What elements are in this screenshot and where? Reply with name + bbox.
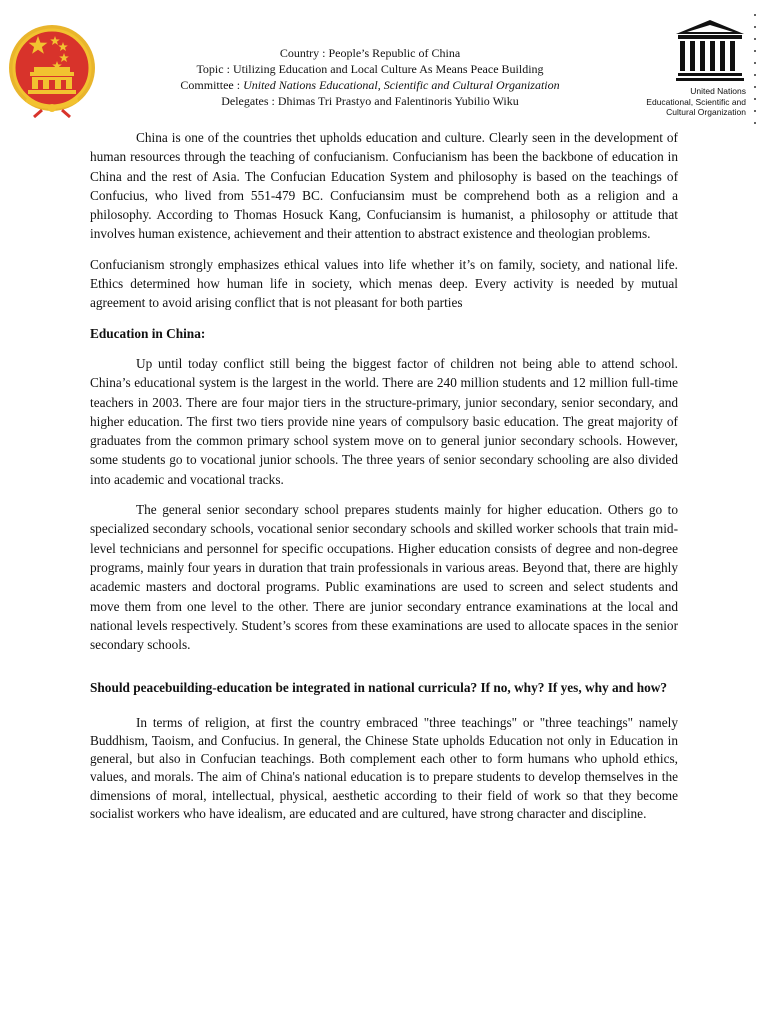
country-value: People’s Republic of China bbox=[328, 46, 461, 60]
delegates-line: Delegates : Dhimas Tri Prastyo and Falentinoris Yubilio Wiku bbox=[221, 94, 519, 108]
document-header bbox=[170, 45, 570, 109]
committee-line: Committee : United Nations Educational, Scientific and Cultural Organization bbox=[180, 78, 560, 92]
unesco-line-1: United Nations bbox=[690, 86, 746, 96]
heading-education: Education in China: bbox=[90, 325, 206, 341]
topic-line: Topic : Utilizing Education and Local Culture As Means Peace Building bbox=[196, 62, 544, 76]
unesco-line-3: Cultural Organization bbox=[666, 107, 746, 117]
china-emblem-icon bbox=[8, 22, 96, 118]
delegates-value: Dhimas Tri Prastyo and Falentinoris Yubilio Wiku bbox=[277, 94, 519, 108]
topic-value: Utilizing Education and Local Culture As Means Peace Building bbox=[232, 62, 544, 76]
country-line: Country : People’s Republic of China bbox=[279, 46, 461, 60]
paragraph-1: China is one of the countries thet upholds education and culture. Clearly seen in the development of human resources through the teaching of confucianism. Confucianism has been the backbone of education in China and the rest of Asia. The Confucian Education System and philosophy is based on the teachings of Confucius, who lived from 551-479 BC. Confuciansim must be comprehend both as a religion and a philosophy. According to Thomas Hosuck Kang, Confuciansim is humanist, a philosophy or attitude that involves human existence, achievement and their attention to abstract existence and theologian problems. bbox=[90, 130, 678, 242]
paragraph-3: Up until today conflict still being the biggest factor of children not being able to attend school. China’s educational system is the largest in the world. There are 240 million students and 12 million full-time teachers in 2003. There are four major tiers in the structure-primary, junior secondary, senior secondary, and higher education. The first two tiers provide nine years of compulsory basic education. The great majority of graduates from the common primary school system move on to general junior secondary schools. However, some students go to vocational junior schools. The three years of senior secondary schooling are also divided into academic and vocational tracks. bbox=[90, 355, 678, 487]
heading-peacebuilding: Should peacebuilding-education be integrated in national curricula? If no, why? If yes, why and how? bbox=[90, 680, 668, 696]
committee-value: United Nations Educational, Scientific and Cultural Organization bbox=[243, 78, 560, 92]
paragraph-5: In terms of religion, at first the country embraced "three teachings" or "three teachings" namely Buddhism, Taoism, and Confucius. In general, the Chinese State upholds Education not only in Education in general, but also in Confucian teachings. Both complement each other to form humans who uphold ethics, values, and morals. The aim of China's national education is to prepare students to develop themselves in the dimensions of moral, intellectual, physical, aesthetic according to their field of work so that they become socialist workers who have idealism, are educated and are cultured, have strong character and discipline. bbox=[90, 714, 678, 821]
unesco-line-2: Educational, Scientific and bbox=[646, 96, 746, 107]
unesco-caption bbox=[638, 86, 746, 118]
margin-dots bbox=[752, 14, 758, 124]
document-body bbox=[90, 128, 678, 823]
paragraph-2: Confucianism strongly emphasizes ethical values into life whether it’s on family, society, and national life. Ethics determined how human life in society, which menas deep. Every activity is needed by mutual agreement to avoid arising conflict that is not pleasant for both parties bbox=[90, 256, 678, 311]
paragraph-4: The general senior secondary school prepares students mainly for higher education. Others go to specialized secondary schools, vocational senior secondary schools and skilled worker schools that train mid-level technicians and personnel for specific occupations. Higher education consists of degree and non-degree programs, mainly four years in duration that train professionals in various areas. Beyond that, there are highly academic masters and doctoral programs. Public examinations are used to screen and select students and move them from one level to the other. There are junior secondary entrance examinations at the local and national levels respectively. Student’s scores from these examinations are used to allocate spaces in the senior secondary schools. bbox=[90, 502, 678, 653]
